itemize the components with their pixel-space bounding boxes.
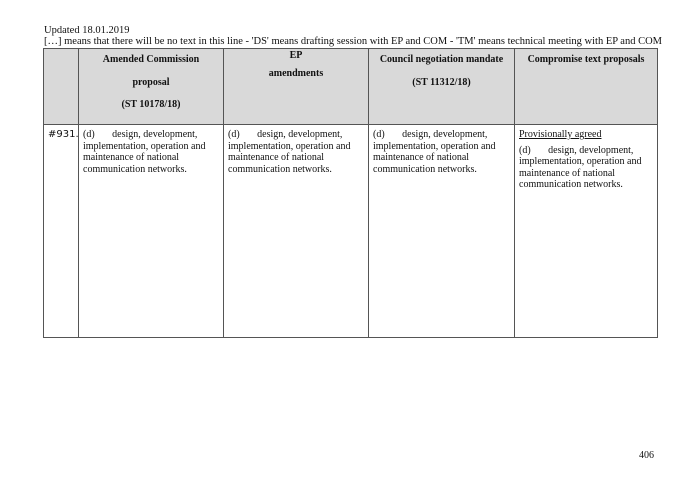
comparison-table xyxy=(43,48,658,338)
table-row xyxy=(44,125,658,338)
cell-compromise-text: Provisionally agreed (d) design, development, implementation, operation and maintenance of national communication networks. xyxy=(515,125,658,338)
header-number-col xyxy=(44,49,79,125)
legend-note: […] means that there will be no text in this line - 'DS' means drafting session with EP and COM - 'TM' means technical meeting with EP and COM xyxy=(44,36,663,47)
header-council-mandate: Council negotiation mandate (ST 11312/18) xyxy=(369,49,515,125)
updated-date: Updated 18.01.2019 xyxy=(44,25,130,36)
provisionally-agreed-label: Provisionally agreed xyxy=(519,129,602,140)
table-header-row xyxy=(44,49,658,125)
header-ep-amendments: EP amendments xyxy=(224,49,369,125)
cell-ep-text: (d) design, development, implementation, operation and maintenance of national communication networks. xyxy=(224,125,369,338)
page-number: 406 xyxy=(639,450,654,461)
header-compromise-text: Compromise text proposals xyxy=(515,49,658,125)
cell-council-text: (d) design, development, implementation, operation and maintenance of national communication networks. xyxy=(369,125,515,338)
row-number: #931. xyxy=(44,125,79,338)
header-commission-proposal: Amended Commission proposal (ST 10178/18) xyxy=(79,49,224,125)
cell-commission-text: (d) design, development, implementation, operation and maintenance of national communication networks. xyxy=(79,125,224,338)
